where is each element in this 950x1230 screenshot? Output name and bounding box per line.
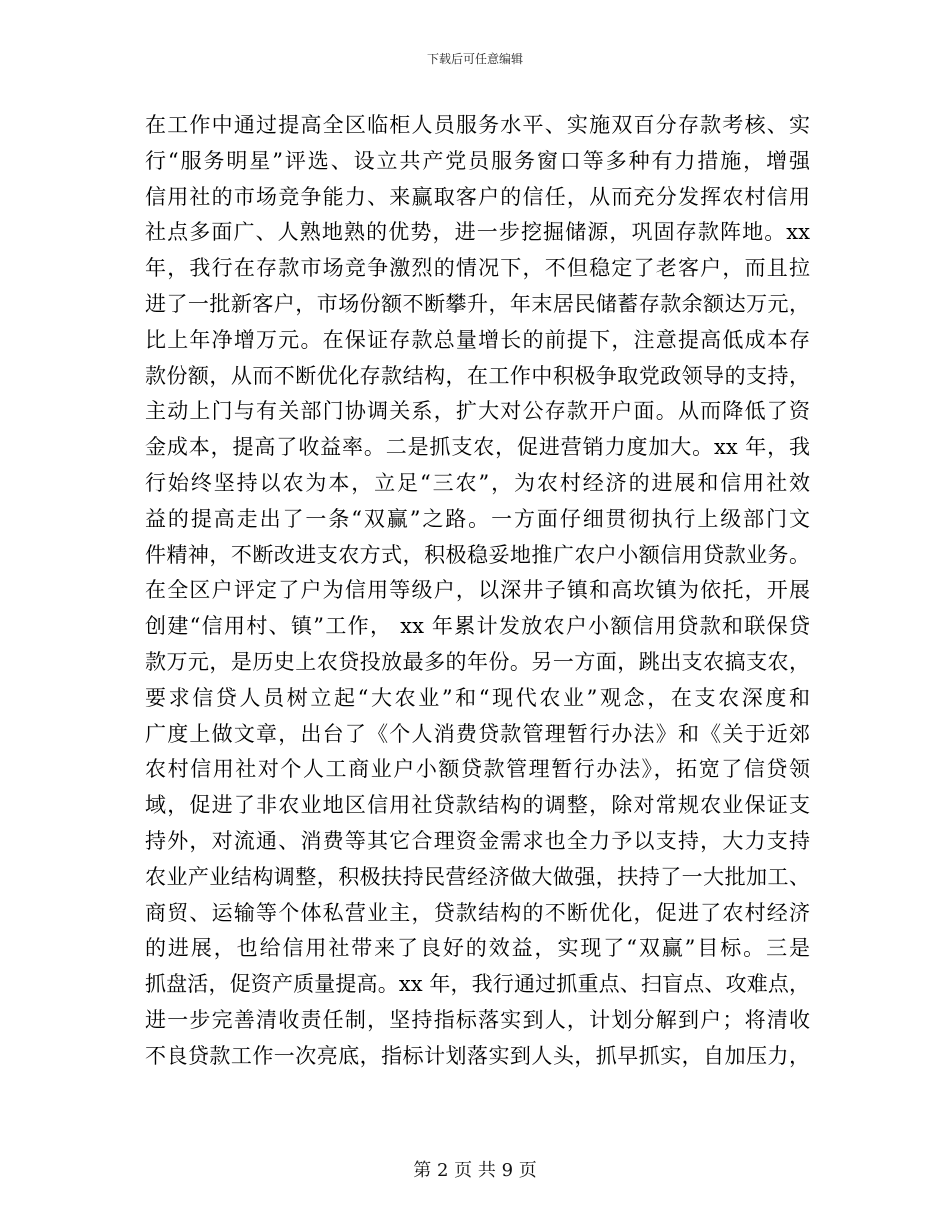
text-line: 域，促进了非农业地区信用社贷款结构的调整，除对常规农业保证支 <box>145 793 810 818</box>
text-line: 进一步完善清收责任制，坚持指标落实到人，计划分解到户；将清收 <box>145 1007 810 1032</box>
document-body <box>145 108 810 1075</box>
text-line: 年，我行在存款市场竞争激烈的情况下，不但稳定了老客户，而且拉 <box>145 256 810 281</box>
text-line: 商贸、运输等个体私营业主，贷款结构的不断优化，促进了农村经济 <box>145 900 810 925</box>
text-line: 在工作中通过提高全区临柜人员服务水平、实施双百分存款考核、实 <box>145 113 810 137</box>
text-line: 抓盘活，促资产质量提高。xx 年，我行通过抓重点、扫盲点、攻难点， <box>145 972 810 997</box>
text-line: 社点多面广、人熟地熟的优势，进一步挖掘储源，巩固存款阵地。xx <box>145 220 810 245</box>
text-line: 比上年净增万元。在保证存款总量增长的前提下，注意提高低成本存 <box>145 327 810 352</box>
text-line: 在全区户评定了户为信用等级户，以深井子镇和高坎镇为依托，开展 <box>145 578 810 603</box>
page-footer: 第 2 页 共 9 页 <box>413 1160 537 1181</box>
text-line: 金成本，提高了收益率。二是抓支农，促进营销力度加大。xx 年，我 <box>145 435 810 460</box>
text-line: 要求信贷人员树立起“大农业”和“现代农业”观念，在支农深度和 <box>145 685 810 710</box>
text-line: 行“服务明星”评选、设立共产党员服务窗口等多种有力措施，增强 <box>145 148 810 173</box>
text-line: 的进展，也给信用社带来了良好的效益，实现了“双赢”目标。三是 <box>145 936 810 961</box>
text-line: 件精神，不断改进支农方式，积极稳妥地推广农户小额信用贷款业务。 <box>145 542 810 567</box>
page-header: 下载后可任意编辑 <box>426 52 523 66</box>
text-line: 创建“信用村、镇”工作， xx 年累计发放农户小额信用贷款和联保贷 <box>145 614 810 639</box>
text-line: 益的提高走出了一条“双赢”之路。一方面仔细贯彻执行上级部门文 <box>145 506 810 531</box>
text-line: 广度上做文章，出台了《个人消费贷款管理暂行办法》和《关于近郊 <box>145 721 810 746</box>
text-line: 农业产业结构调整，积极扶持民营经济做大做强，扶持了一大批加工、 <box>145 864 810 889</box>
text-line: 农村信用社对个人工商业户小额贷款管理暂行办法》，拓宽了信贷领 <box>145 757 810 782</box>
text-line: 款份额，从而不断优化存款结构，在工作中积极争取党政领导的支持， <box>145 363 810 388</box>
text-line: 信用社的市场竞争能力、来赢取客户的信任，从而充分发挥农村信用 <box>145 184 810 209</box>
text-line: 不良贷款工作一次亮底，指标计划落实到人头，抓早抓实，自加压力， <box>145 1043 810 1068</box>
text-line: 款万元，是历史上农贷投放最多的年份。另一方面，跳出支农搞支农， <box>145 649 810 674</box>
text-line: 进了一批新客户，市场份额不断攀升，年末居民储蓄存款余额达万元， <box>145 291 810 316</box>
text-line: 主动上门与有关部门协调关系，扩大对公存款开户面。从而降低了资 <box>145 399 810 424</box>
text-line: 持外，对流通、消费等其它合理资金需求也全力予以支持，大力支持 <box>145 828 810 853</box>
text-line: 行始终坚持以农为本，立足“三农”，为农村经济的进展和信用社效 <box>145 470 810 495</box>
